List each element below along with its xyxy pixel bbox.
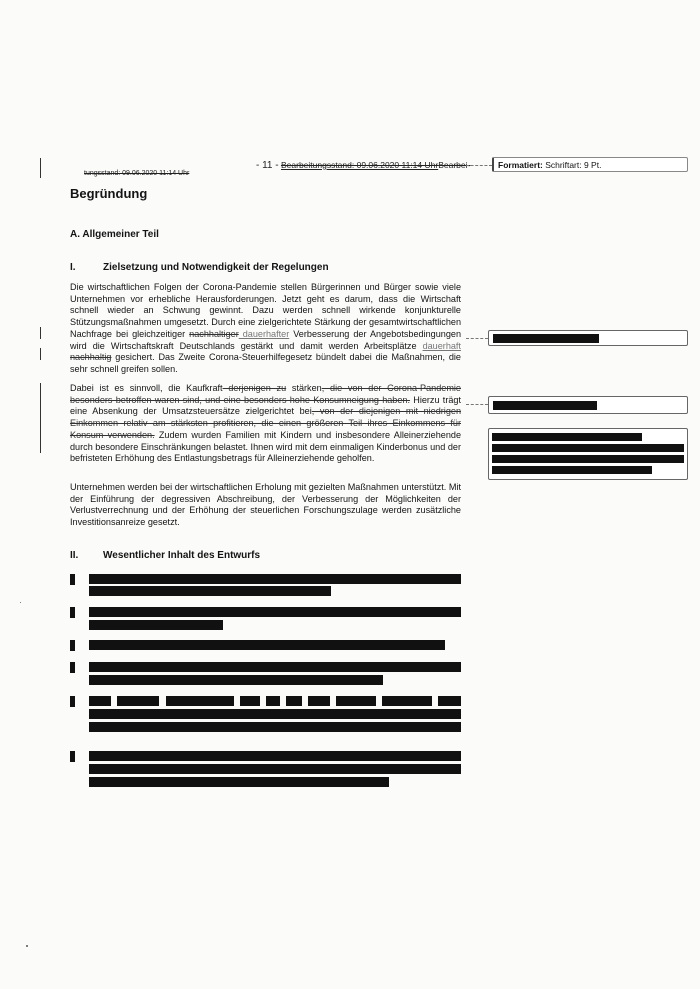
bullet-marker bbox=[70, 640, 75, 651]
redaction-bar bbox=[438, 696, 461, 706]
redaction-bar bbox=[492, 466, 652, 474]
redaction-bar bbox=[166, 696, 234, 706]
redaction-bar bbox=[492, 455, 684, 463]
redaction-bar bbox=[89, 764, 461, 774]
format-comment-box[interactable] bbox=[492, 157, 688, 172]
bullet-marker bbox=[70, 751, 75, 762]
redaction-bar bbox=[117, 696, 159, 706]
redaction-bar bbox=[89, 640, 445, 650]
p1-inserted-2: dauerhaft bbox=[422, 340, 461, 351]
format-comment-value: Schriftart: 9 Pt. bbox=[542, 160, 602, 170]
p2-deleted-1: derjenigen zu bbox=[222, 383, 287, 393]
redaction-bar bbox=[89, 607, 461, 617]
redaction-bar bbox=[266, 696, 280, 706]
section-2-heading bbox=[70, 550, 260, 561]
redacted-comment-box-1[interactable] bbox=[488, 330, 688, 346]
redacted-comment-box-3[interactable] bbox=[488, 428, 688, 480]
section-1-title: Zielsetzung und Notwendigkeit der Regelungen bbox=[103, 262, 329, 273]
p1-text-1: Die wirtschaftlichen Folgen der Corona-Pandemie stellen Bürgerinnen und Bürger sowie viele Unternehmen vor erhebliche Herausforderungen. Jetzt geht es darum, dass die Wirtschaft schnell wieder an Schwung gewinnt. Dazu werden schnell wirkende konjunkturelle Stützungsmaßnahmen umgesetzt. Durch eine zielgerichtete Stärkung der gesamtwirtschaftlichen Nachfrage bei gleichzeitiger bbox=[70, 282, 461, 339]
comment-connector-3 bbox=[466, 404, 488, 405]
bullet-marker bbox=[70, 607, 75, 618]
section-a-heading: A. Allgemeiner Teil bbox=[70, 229, 159, 240]
p2-text-3: Hierzu trägt eine Absenkung der Umsatzsteuersätze zielgerichtet bei bbox=[70, 394, 461, 417]
redaction-bar bbox=[89, 675, 383, 685]
paragraph-3: Unternehmen werden bei der wirtschaftlichen Erholung mit gezielten Maßnahmen unterstützt. Mit der Einführung der degressiven Abschreibung, der Verbesserung der Möglichkeiten der Verlustverrechnung und der Erhöhung der steuerlichen Forschungszulage werden zusätzliche Investitionsanreize gesetzt. bbox=[70, 482, 461, 528]
page-title: Begründung bbox=[70, 186, 148, 201]
redaction-bar bbox=[493, 401, 597, 410]
change-bar-header bbox=[40, 158, 41, 178]
section-1-heading bbox=[70, 262, 329, 273]
p2-deleted-2: , die von der Corona-Pandemie besonders betroffen waren sind, und eine besonders hohe Konsumneigung haben. bbox=[70, 383, 461, 405]
page-number: - 11 - bbox=[256, 160, 279, 171]
p2-deleted-3: , von der diejenigen mit niedrigen Einkommen relativ am stärksten profitieren, die einen größeren Teil ihres Einkommens für Konsum verwenden. bbox=[70, 406, 461, 440]
paragraph-2 bbox=[70, 383, 461, 465]
redaction-bar bbox=[89, 751, 461, 761]
redaction-bar bbox=[286, 696, 302, 706]
format-comment-label: Formatiert: bbox=[498, 160, 543, 170]
redaction-bar bbox=[492, 433, 642, 441]
p1-deleted-2: nachhaltig bbox=[70, 352, 112, 363]
redaction-bar bbox=[89, 709, 461, 719]
scan-speck bbox=[20, 602, 21, 603]
p1-text-3: gesichert. Das Zweite Corona-Steuerhilfegesetz bündelt dabei die Maßnahmen, die sehr schnell greifen sollen. bbox=[70, 352, 461, 374]
p1-text-2: Verbesserung der Angebotsbedingungen wird die Wirtschaftskraft Deutschlands gestärkt und damit werden Arbeitsplätze bbox=[70, 328, 462, 351]
header-stand-deleted: Bearbeitungsstand: 09.06.2020 11:14 Uhr bbox=[280, 160, 439, 170]
section-2-title: Wesentlicher Inhalt des Entwurfs bbox=[103, 550, 261, 561]
comment-connector bbox=[466, 165, 492, 166]
header-deleted-stand: tungsstand: 09.06.2020 11:14 Uhr bbox=[84, 170, 190, 177]
redaction-bar bbox=[240, 696, 260, 706]
p1-inserted-1: dauerhafter bbox=[238, 328, 290, 339]
bullet-marker bbox=[70, 662, 75, 673]
redacted-comment-box-2[interactable] bbox=[488, 396, 688, 414]
redaction-bar bbox=[89, 662, 461, 672]
p2-text-4: Zudem wurden Familien mit Kindern und insbesondere Alleinerziehende durch besondere Einschränkungen belastet. Ihnen wird mit dem einmaligen Kinderbonus und der befristeten Erhöhung des Entlastungsbetrags für Alleinerziehende geholfen. bbox=[70, 429, 462, 464]
section-1-number: I. bbox=[70, 262, 76, 273]
redaction-bar bbox=[493, 334, 599, 343]
redaction-bar bbox=[89, 696, 111, 706]
redaction-bar bbox=[89, 722, 461, 732]
comment-connector-2 bbox=[466, 338, 488, 339]
paragraph-1 bbox=[70, 282, 461, 376]
redaction-bar bbox=[89, 586, 331, 596]
bullet-marker bbox=[70, 574, 75, 585]
redaction-bar bbox=[308, 696, 330, 706]
change-bar-para1b bbox=[40, 348, 41, 360]
p1-deleted-1: nachhaltiger bbox=[189, 328, 239, 339]
redaction-bar bbox=[382, 696, 432, 706]
section-2-number: II. bbox=[70, 550, 79, 561]
redaction-bar bbox=[89, 574, 461, 584]
page-header bbox=[256, 160, 470, 171]
change-bar-para1 bbox=[40, 327, 41, 339]
header-trail-deleted: Bearbei- bbox=[438, 160, 471, 170]
redaction-bar bbox=[89, 620, 223, 630]
redaction-bar bbox=[89, 777, 389, 787]
scan-speck bbox=[26, 945, 28, 947]
change-bar-para2 bbox=[40, 383, 41, 453]
redaction-bar bbox=[492, 444, 684, 452]
p2-text-2: stärken bbox=[286, 383, 322, 393]
bullet-marker bbox=[70, 696, 75, 707]
redaction-bar bbox=[336, 696, 376, 706]
p2-text-1: Dabei ist es sinnvoll, die Kaufkraft bbox=[70, 383, 223, 393]
